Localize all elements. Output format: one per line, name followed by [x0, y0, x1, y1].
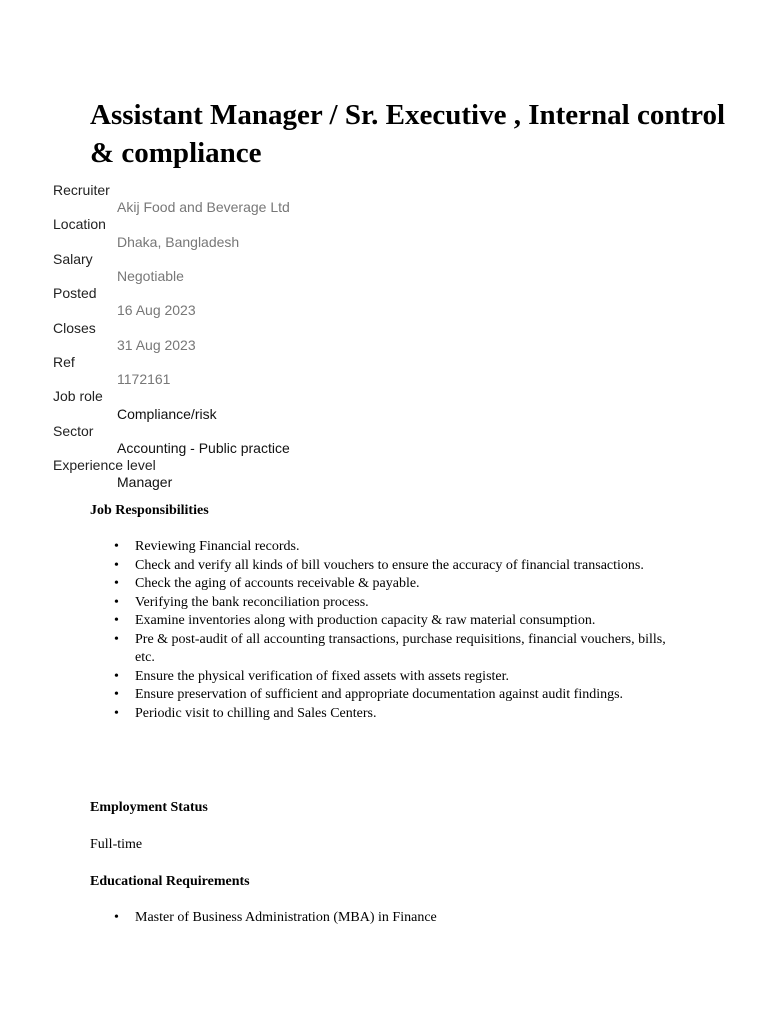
education-heading: Educational Requirements [90, 874, 250, 889]
detail-value-job-role[interactable]: Compliance/risk [117, 405, 217, 422]
detail-label-job-role: Job role [53, 388, 103, 405]
list-item: • Check and verify all kinds of bill vouchers to ensure the accuracy of financial transactions. [90, 557, 670, 576]
employment-status-heading: Employment Status [90, 800, 208, 815]
responsibilities-heading: Job Responsibilities [90, 503, 209, 518]
education-list [90, 909, 670, 928]
detail-value-experience-level[interactable]: Manager [117, 474, 173, 491]
list-item: • Ensure the physical verification of fixed assets with assets register. [90, 668, 670, 687]
list-item: • Periodic visit to chilling and Sales Centers. [90, 705, 670, 724]
detail-value-sector[interactable]: Accounting - Public practice [117, 440, 290, 457]
list-item: • Master of Business Administration (MBA) in Finance [90, 909, 670, 928]
list-item: • Verifying the bank reconciliation process. [90, 594, 670, 613]
employment-status-value: Full-time [90, 837, 143, 852]
detail-value-ref: 1172161 [117, 371, 171, 388]
list-item: • Pre & post-audit of all accounting transactions, purchase requisitions, financial vouchers, bills, etc. [90, 631, 670, 668]
detail-label-salary: Salary [53, 250, 93, 267]
detail-label-closes: Closes [53, 319, 96, 336]
job-title: Assistant Manager / Sr. Executive , Internal control & compliance [90, 99, 726, 169]
list-item: • Examine inventories along with production capacity & raw material consumption. [90, 612, 670, 631]
detail-label-posted: Posted [53, 285, 97, 302]
list-item: • Reviewing Financial records. [90, 538, 670, 557]
list-item: • Check the aging of accounts receivable & payable. [90, 575, 670, 594]
detail-label-location: Location [53, 216, 106, 233]
responsibilities-list [90, 538, 670, 723]
detail-label-recruiter: Recruiter [53, 182, 110, 198]
detail-label-sector: Sector [53, 422, 94, 439]
list-item: • Ensure preservation of sufficient and appropriate documentation against audit findings. [90, 686, 670, 705]
detail-value-recruiter: Akij Food and Beverage Ltd [117, 199, 290, 216]
detail-value-closes: 31 Aug 2023 [117, 336, 196, 353]
detail-value-location: Dhaka, Bangladesh [117, 233, 240, 250]
detail-value-posted: 16 Aug 2023 [117, 302, 196, 319]
detail-value-salary: Negotiable [117, 268, 184, 285]
detail-label-ref: Ref [53, 354, 75, 371]
job-details-list [53, 182, 290, 492]
detail-label-experience-level: Experience level [53, 457, 156, 474]
